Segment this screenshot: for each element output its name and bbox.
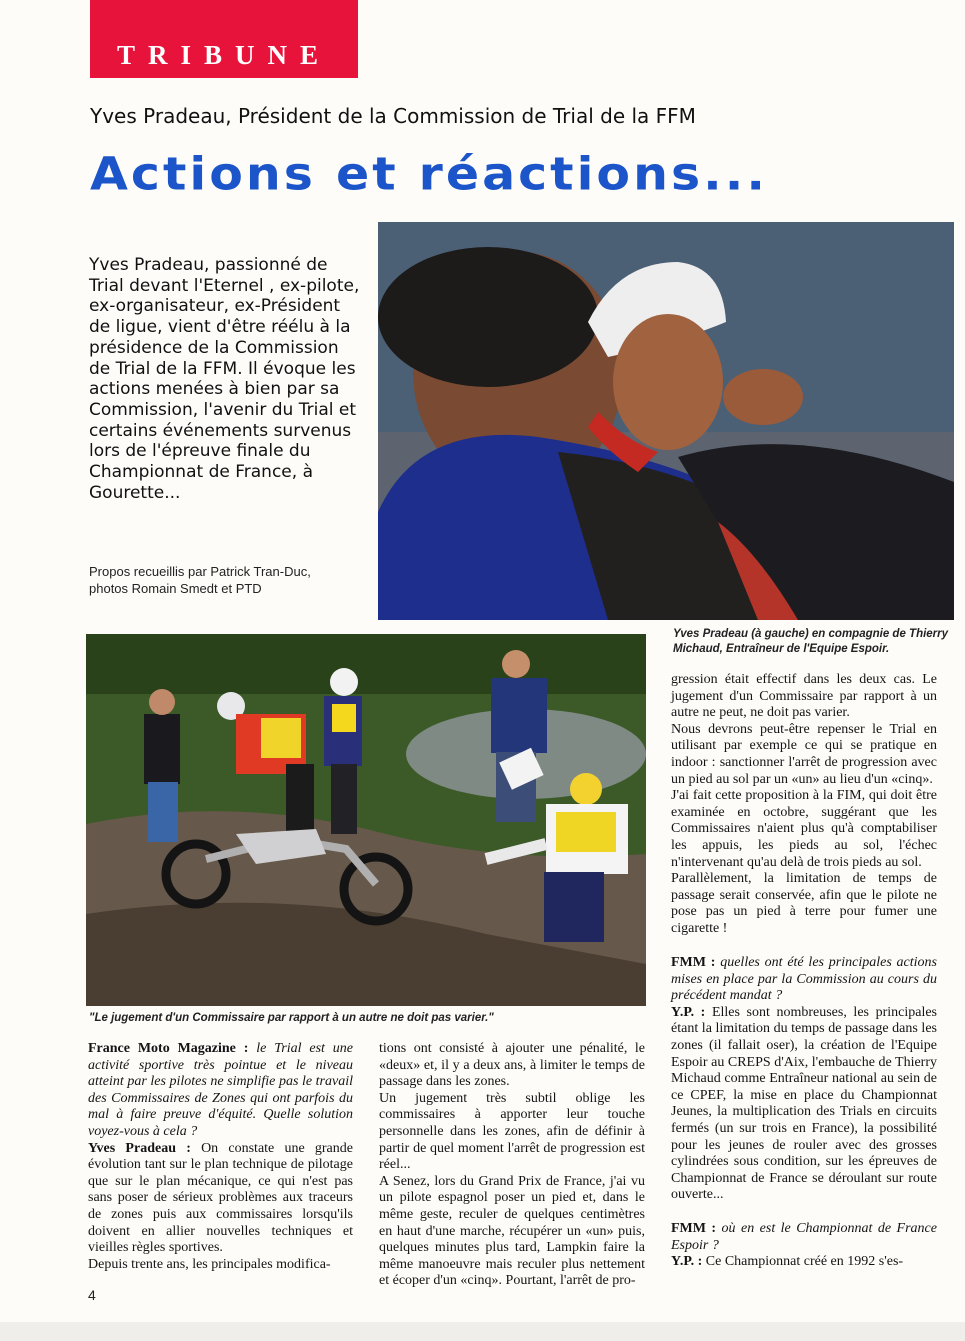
answer-3-text: Ce Championnat créé en 1992 s'es-: [702, 1254, 904, 1270]
credits-line-2: photos Romain Smedt et PTD: [89, 580, 262, 596]
article-column-3-top: [671, 672, 937, 938]
paragraph: Nous devrons peut-être repenser le Trial en utilisant par exemple ce qui se pratique en indoor : sanctionner l'arrêt de progression avec un pied au sol par un «un» au lieu d'un «cinq».: [671, 721, 937, 787]
answer-2: [671, 1005, 937, 1204]
paragraph: Parallèlement, la limitation de temps de passage serait conservée, afin que le pilote ne pose pas un pied à terre pour fumer une cigarette !: [671, 871, 937, 936]
scene-caption: "Le jugement d'un Commissaire par rapport à un autre ne doit pas varier.": [89, 1012, 494, 1024]
question-1-text: le Trial est une activité sportive très pointue et le niveau atteint par les pilotes ne simplifie pas le travail des Commissaires de Zones qui ont parfois du mal à faire preuve d'équité. Quelle solution voyez-vous à cela ?: [88, 1041, 353, 1139]
photo-credits: [89, 564, 359, 597]
credits-line-1: Propos recueillis par Patrick Tran-Duc,: [89, 564, 311, 579]
speaker-fmm: FMM :: [671, 1221, 717, 1236]
page-bottom-edge: [0, 1322, 965, 1341]
question-2-text: quelles ont été les principales actions mises en place par la Commission au cours du précédent mandat ?: [671, 955, 937, 1004]
question-1: [88, 1041, 353, 1141]
paragraph: A Senez, lors du Grand Prix de France, j'ai vu un pilote espagnol poser un pied et, dans le même geste, reculer de quelques centimètres en haut d'une marche, récupérer un «un» puis, quelques minutes plus tard, Lampkin faire la même manoeuvre mais reculer plus nettement et écoper d'un «cinq». Pourtant, l'arrêt de pro-: [379, 1173, 645, 1289]
article-column-3-middle: [671, 955, 937, 1204]
answer-1: [88, 1141, 353, 1257]
portrait-caption: Yves Pradeau (à gauche) en compagnie de Thierry Michaud, Entraîneur de l'Equipe Espoir.: [673, 628, 949, 655]
speaker-yp: Yves Pradeau :: [88, 1140, 191, 1156]
article-column-2: [379, 1041, 645, 1290]
paragraph: tions ont consisté à ajouter une pénalité, le «deux» et, il y a deux ans, à limiter le temps de passage dans les zones.: [379, 1041, 645, 1090]
article-column-1: [88, 1041, 353, 1273]
portrait-photo: [378, 222, 954, 620]
question-2: [671, 955, 937, 1005]
question-3: [671, 1221, 937, 1254]
trial-scene-photo: [86, 634, 646, 1006]
paragraph: J'ai fait cette proposition à la FIM, qui doit être examinée en octobre, suggérant que les Commissaires n'aient plus qu'à comptabiliser les appuis, les pieds au sol, l'échec n'intervenant qu'au delà de trois pieds au sol.: [671, 788, 937, 870]
speaker-yp: Y.P. :: [671, 1254, 703, 1270]
speaker-fmm: FMM :: [671, 955, 716, 970]
speaker-fmm: France Moto Magazine :: [88, 1041, 249, 1056]
paragraph: Depuis trente ans, les principales modifica-: [88, 1256, 331, 1272]
answer-1-text: On constate une grande évolution tant sur le plan technique de pilotage que sur le plan mécanique, ce qui n'est pas sans poser de sérieux problèmes aux traceurs de zones puis aux commissaires lorsqu'ils doivent en allier nouvelles techniques et vieilles règles sportives.: [88, 1140, 353, 1256]
answer-2-text: Elles sont nombreuses, les principales étant la limitation du temps de passage dans les zones (il fallait oser), la création de l'Equipe Espoir au CREPS d'Aix, l'embauche de Thierry Michaud comme Entraîneur national au sein de ce CPEF, la mise en place du Championnat Jeunes, la multiplication des Trials en circuits fermés (un sur trois en France), la possibilité pour les jeunes de rouler avec des grosses cylindrées sous condition, sur les épreuves de Championnat de France se déroulant sur route ouverte...: [671, 1004, 937, 1203]
paragraph: Un jugement très subtil oblige les commissaires à apporter leur touche personnelle dans les zones, afin de définir à partir de quel moment l'arrêt de progression est réel...: [379, 1090, 645, 1173]
article-subtitle: Yves Pradeau, Président de la Commission de Trial de la FFM: [90, 104, 696, 128]
question-3-text: où en est le Championnat de France Espoir ?: [671, 1221, 937, 1253]
page-number: 4: [88, 1287, 96, 1303]
intro-paragraph: Yves Pradeau, passionné de Trial devant l'Eternel , ex-pilote, ex-organisateur, ex-Président de ligue, vient d'être réélu à la présidence de la Commission de Trial de la FFM. Il évoque les actions menées à bien par sa Commission, l'avenir du Trial et certains événements survenus lors de l'épreuve finale du Championnat de France, à Gourette...: [89, 255, 360, 503]
article-column-3-bottom: [671, 1221, 937, 1271]
answer-3: [671, 1254, 937, 1271]
section-label: TRIBUNE: [116, 40, 332, 70]
article-headline: Actions et réactions...: [90, 148, 768, 201]
paragraph: gression était effectif dans les deux cas. Le jugement d'un Commissaire par rapport à un autre ne peut, ne doit pas varier.: [671, 672, 937, 721]
section-tab: [90, 0, 358, 78]
speaker-yp: Y.P. :: [671, 1004, 706, 1020]
